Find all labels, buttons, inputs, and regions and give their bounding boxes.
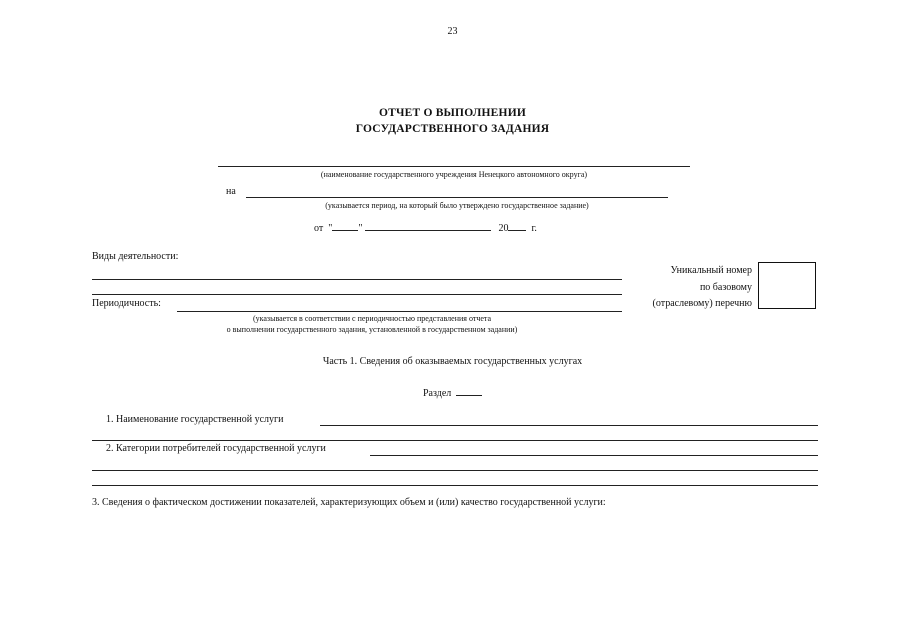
institution-hint: (наименование государственного учреждения Ненецкого автономного округа) [320,170,588,179]
date-day-blank[interactable] [332,220,358,231]
unique-number-box[interactable] [758,262,816,309]
activities-label: Виды деятельности: [92,251,179,262]
section-number-blank[interactable] [456,385,482,396]
item1-line[interactable] [320,425,818,426]
date-year-blank[interactable] [508,220,526,231]
item1-line-2[interactable] [92,440,818,441]
unique-number-line3: (отраслевому) перечню [652,298,752,309]
report-title-line2: ГОСУДАРСТВЕННОГО ЗАДАНИЯ [355,123,550,135]
activities-line-2[interactable] [92,294,622,295]
page-number: 23 [447,26,458,37]
item2-line-3[interactable] [92,485,818,486]
date-year-prefix: 20 [498,223,509,234]
date-open-quote: " [328,223,333,234]
unique-number-line2: по базовому [699,282,752,293]
periodicity-line[interactable] [177,311,622,312]
item2-line[interactable] [370,455,818,456]
item2-label: 2. Категории потребителей государственной услуги [106,443,326,454]
date-month-blank[interactable] [365,220,491,231]
period-prefix: на [226,186,236,197]
institution-name-line[interactable] [218,166,690,167]
unique-number-line1: Уникальный номер [670,265,752,276]
date-close-quote: " [358,223,363,234]
section-label: Раздел [423,388,452,399]
activities-line-1[interactable] [92,279,622,280]
section-row [423,385,482,399]
periodicity-label: Периодичность: [92,298,161,309]
report-title-line1: ОТЧЕТ О ВЫПОЛНЕНИИ [379,107,526,119]
date-from-label: от [314,223,324,234]
item2-line-2[interactable] [92,470,818,471]
periodicity-hint-line1: (указывается в соответствии с периодичностью представления отчета [252,314,492,323]
date-year-suffix: г. [531,223,537,234]
period-line[interactable] [246,197,668,198]
date-row [314,220,537,234]
item3-label: 3. Сведения о фактическом достижении показателей, характеризующих объем и (или) качество государственной услуги: [92,497,606,508]
item1-label: 1. Наименование государственной услуги [106,414,284,425]
period-hint: (указывается период, на который было утверждено государственное задание) [325,201,589,210]
part1-heading: Часть 1. Сведения об оказываемых государственных услугах [322,356,583,367]
periodicity-hint-line2: о выполнении государственного задания, установленной в государственном задании) [226,325,518,334]
